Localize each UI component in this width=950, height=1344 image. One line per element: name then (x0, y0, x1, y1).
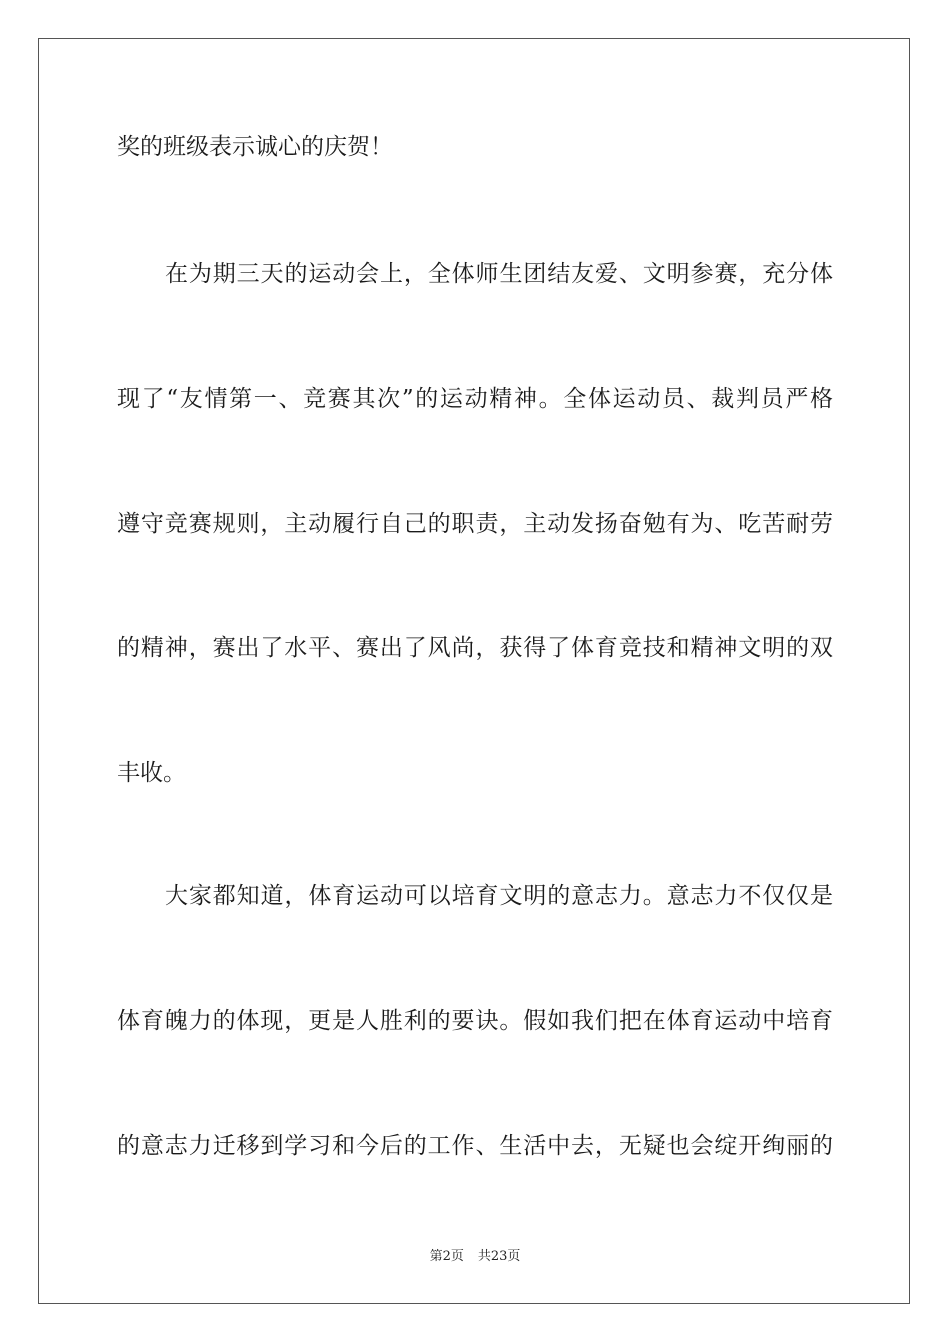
page-total: 共23页 (477, 1249, 521, 1264)
text-line-8: 体育魄力的体现，更是人胜利的要诀。假如我们把在体育运动中培育 (117, 1008, 833, 1034)
text-line-3: 现了“友情第一、竞赛其次”的运动精神。全体运动员、裁判员严格 (117, 386, 833, 412)
text-line-6: 丰收。 (117, 760, 186, 786)
page-border (38, 38, 910, 1304)
page-number: 第2页 (429, 1249, 464, 1264)
text-line-4: 遵守竞赛规则，主动履行自己的职责，主动发扬奋勉有为、吃苦耐劳 (117, 511, 833, 537)
text-line-2: 在为期三天的运动会上，全体师生团结友爱、文明参赛，充分体 (165, 261, 833, 287)
text-line-1: 奖的班级表示诚心的庆贺！ (117, 134, 393, 160)
text-line-5: 的精神，赛出了水平、赛出了风尚，获得了体育竞技和精神文明的双 (117, 635, 833, 661)
text-line-7: 大家都知道，体育运动可以培育文明的意志力。意志力不仅仅是 (165, 883, 833, 909)
text-line-9: 的意志力迁移到学习和今后的工作、生活中去，无疑也会绽开绚丽的 (117, 1133, 833, 1159)
page-footer (0, 1248, 950, 1266)
